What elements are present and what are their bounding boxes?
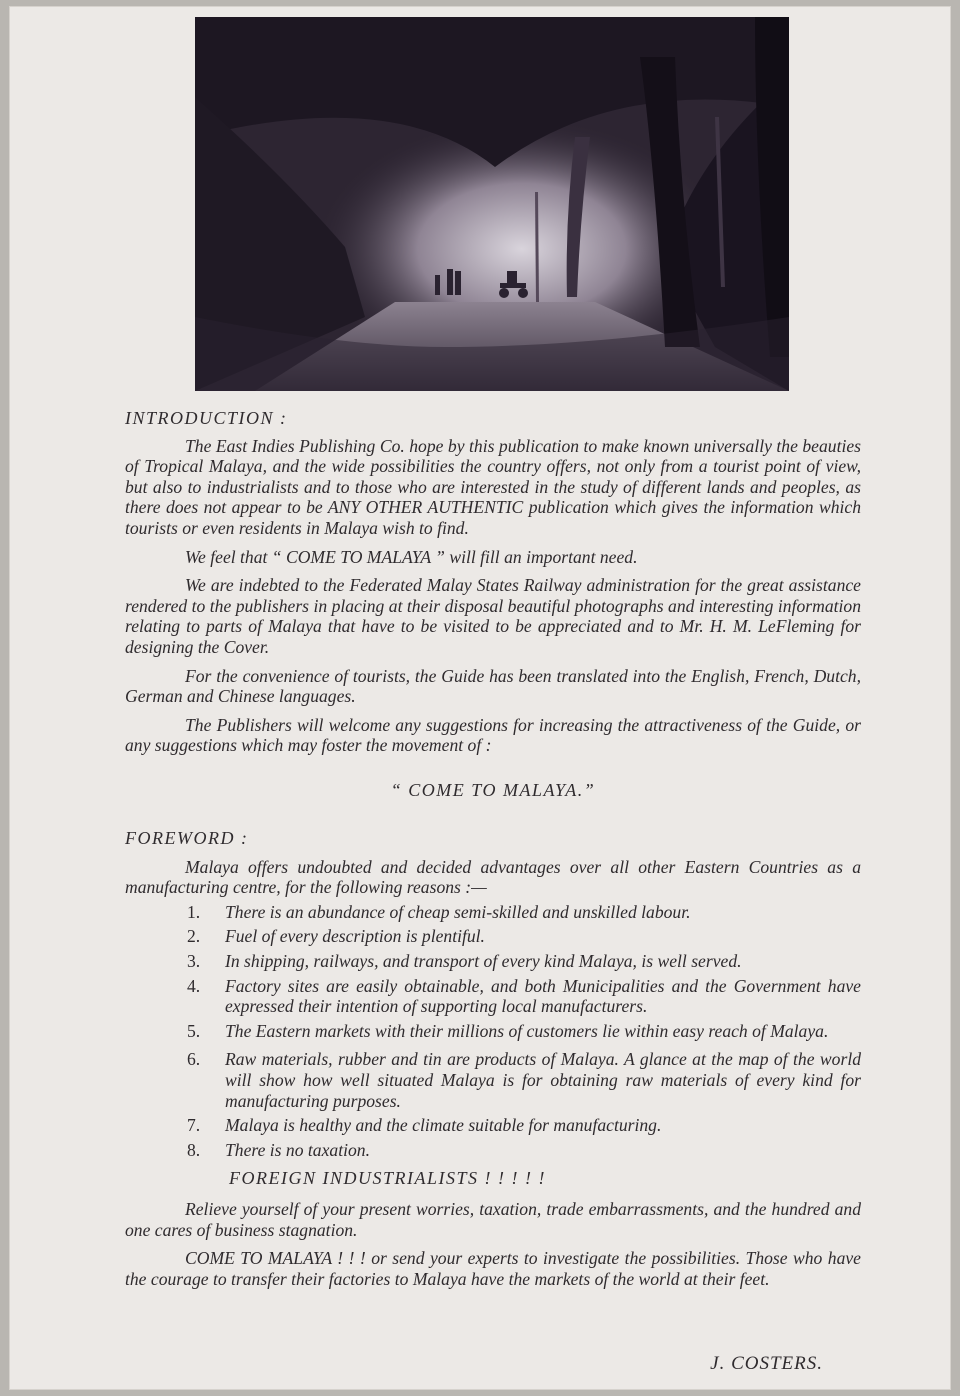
introduction-paragraph-2: We feel that “ COME TO MALAYA ” will fill an important need.: [185, 546, 638, 567]
list-item-text: The Eastern markets with their millions of customers lie within easy reach of Malaya.: [225, 1020, 829, 1041]
signature: J. COSTERS.: [710, 1353, 823, 1374]
list-item: [125, 951, 861, 972]
foreword-paragraph-3: COME TO MALAYA ! ! ! or send your experts to investigate the possibilities. Those who have the courage to transfer their factories to Malaya have the markets of the world at their feet.: [125, 1248, 861, 1289]
list-item: [125, 926, 861, 947]
introduction-paragraph-1: The East Indies Publishing Co. hope by this publication to make known universally the beauties of Tropical Malaya, and the wide possibilities the country offers, not only from a tourist point of view, but also to industrialists and to those who are interested in the study of different lands and peoples, as there does not appear to be ANY OTHER AUTHENTIC publication which gives the information which tourists or even residents in Malaya wish to find.: [125, 435, 861, 538]
list-item: [125, 1049, 861, 1111]
introduction-paragraph-4: For the convenience of tourists, the Guide has been translated into the English, French, Dutch, German and Chinese languages.: [125, 665, 861, 707]
slogan: “ COME TO MALAYA.”: [390, 779, 596, 800]
introduction-heading: INTRODUCTION :: [125, 408, 288, 428]
list-item: [125, 1140, 861, 1161]
list-item-number: 6.: [187, 1049, 201, 1070]
list-item-text: Raw materials, rubber and tin are products of Malaya. A glance at the map of the world will show how well situated Malaya is for obtaining raw materials of every kind for manufacturing purposes.: [225, 1049, 861, 1111]
foreword-section: [125, 828, 861, 1289]
list-item-text: There is no taxation.: [225, 1139, 370, 1160]
list-item-number: 2.: [187, 926, 201, 947]
foreign-industrialists-callout: FOREIGN INDUSTRIALISTS ! ! ! ! !: [229, 1168, 546, 1189]
reasons-list: [125, 902, 861, 1161]
page: [9, 6, 951, 1390]
photo-illustration: [195, 17, 789, 391]
list-item-number: 4.: [187, 975, 201, 996]
foreword-heading: FOREWORD :: [125, 828, 249, 848]
list-item-number: 1.: [187, 901, 201, 922]
introduction-paragraph-5: The Publishers will welcome any suggestions for increasing the attractiveness of the Guide, or any suggestions which may foster the movement of :: [125, 714, 861, 756]
list-item-number: 5.: [187, 1020, 201, 1041]
tree-lined-road-photo: [195, 17, 789, 391]
list-item-number: 7.: [187, 1115, 201, 1136]
list-item-text: Malaya is healthy and the climate suitable for manufacturing.: [225, 1115, 662, 1136]
list-item: [125, 1021, 861, 1042]
introduction-paragraph-3: We are indebted to the Federated Malay States Railway administration for the great assistance rendered to the publishers in placing at their disposal beautiful photographs and interesting information relating to parts of Malaya that have to be visited to be appreciated and to Mr. H. M. LeFleming for designing the Cover.: [125, 575, 861, 657]
foreword-paragraph-1: Malaya offers undoubted and decided advantages over all other Eastern Countries as a manufacturing centre, for the following reasons :—: [125, 856, 861, 898]
list-item: [125, 1115, 861, 1136]
list-item-number: 8.: [187, 1139, 201, 1160]
list-item: [125, 976, 861, 1017]
list-item-text: In shipping, railways, and transport of every kind Malaya, is well served.: [225, 950, 742, 971]
list-item-text: Fuel of every description is plentiful.: [225, 926, 485, 947]
list-item-text: Factory sites are easily obtainable, and both Municipalities and the Government have expressed their intention of supporting local manufacturers.: [225, 975, 861, 1017]
foreword-paragraph-2: Relieve yourself of your present worries, taxation, trade embarrassments, and the hundred and one cares of business stagnation.: [125, 1198, 861, 1240]
list-item-text: There is an abundance of cheap semi-skilled and unskilled labour.: [225, 901, 691, 922]
list-item-number: 3.: [187, 950, 201, 971]
list-item: [125, 902, 861, 923]
introduction-section: [125, 408, 861, 801]
